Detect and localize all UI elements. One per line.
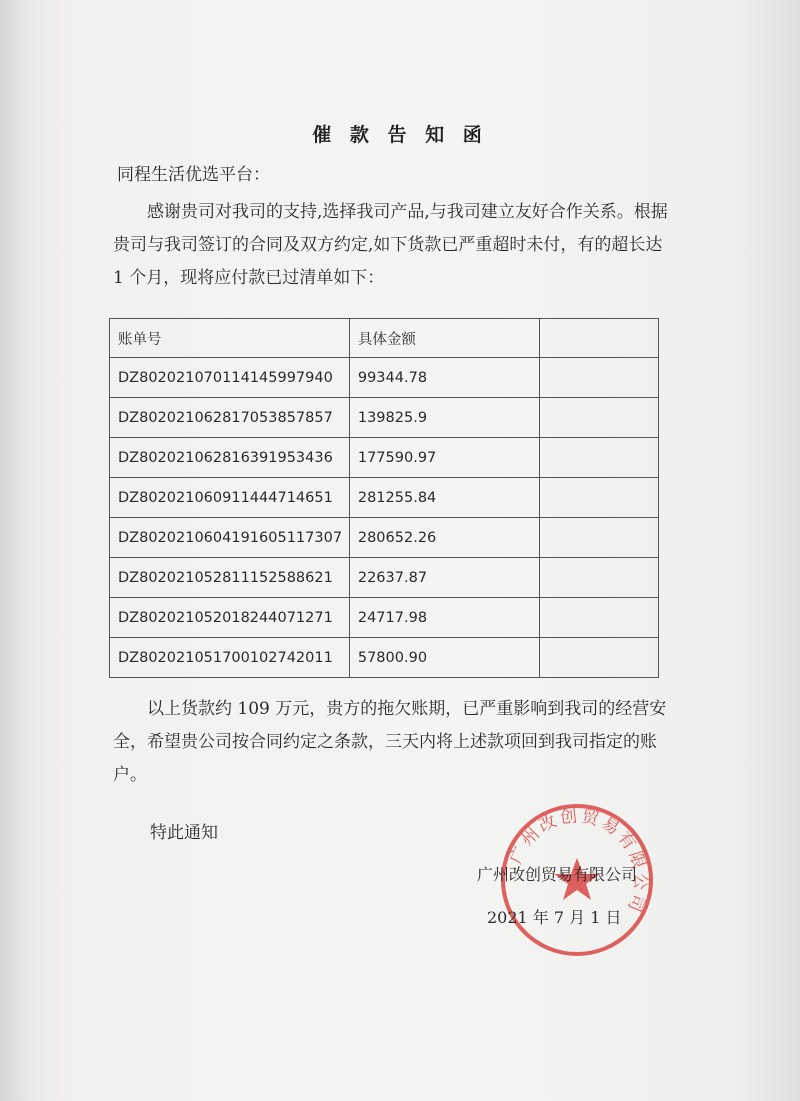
empty-cell: [539, 558, 658, 598]
paragraph-intro: [113, 196, 673, 295]
table-row: [110, 598, 659, 638]
amount-cell: 177590.97: [349, 438, 539, 478]
paragraph-summary-text: 以上货款约 109 万元，贵方的拖欠账期，已严重影响到我司的经营安全，希望贵公司按合同约定之条款，三天内将上述款项回到我司指定的账户。: [113, 699, 667, 785]
table-row: [110, 558, 659, 598]
paragraph-intro-text: 感谢贵司对我司的支持,选择我司产品,与我司建立友好合作关系。根据贵司与我司签订的合同及双方约定,如下货款已严重超时未付，有的超长达 1 个月，现将应付款已过清单如下：: [113, 202, 668, 288]
amount-cell: 280652.26: [349, 518, 539, 558]
paragraph-summary: [113, 693, 673, 792]
bill-number-cell: DZ802021062817053857857: [110, 398, 350, 438]
header-bill-number: 账单号: [110, 319, 350, 358]
empty-cell: [539, 518, 658, 558]
bill-number-cell: DZ802021051700102742011: [110, 638, 350, 678]
notice-text: 特此通知: [150, 823, 218, 843]
empty-cell: [539, 358, 658, 398]
document-title: 催 款 告 知 函: [312, 124, 488, 146]
bill-number-cell: DZ802021060419160511730​7: [110, 518, 350, 558]
amount-cell: 99344.78: [349, 358, 539, 398]
empty-cell: [539, 398, 658, 438]
header-empty: [539, 319, 658, 358]
company-name: 广州改创贸易有限公司: [477, 865, 638, 884]
table-row: [110, 518, 659, 558]
empty-cell: [539, 598, 658, 638]
amount-cell: 281255.84: [349, 478, 539, 518]
empty-cell: [539, 478, 658, 518]
empty-cell: [539, 638, 658, 678]
bill-number-cell: DZ802021060911444714651: [110, 478, 350, 518]
amount-cell: 22637.87: [349, 558, 539, 598]
table-row: [110, 398, 659, 438]
seal-text-path: 广州改创贸易有限公司: [506, 806, 651, 918]
bill-number-cell: DZ802021052811152588621: [110, 558, 350, 598]
bill-number-cell: DZ802021062816391953436: [110, 438, 350, 478]
empty-cell: [539, 438, 658, 478]
document-date: 2021 年 7 月 1 日: [487, 908, 622, 927]
addressee: 同程生活优选平台：: [117, 165, 270, 185]
table-row: [110, 478, 659, 518]
bill-table: [109, 318, 659, 678]
header-amount: 具体金额: [349, 319, 539, 358]
amount-cell: 24717.98: [349, 598, 539, 638]
bill-number-cell: DZ802021070114145997940: [110, 358, 350, 398]
amount-cell: 57800.90: [349, 638, 539, 678]
bill-number-cell: DZ802021052018244071271: [110, 598, 350, 638]
table-row: [110, 438, 659, 478]
table-row: [110, 358, 659, 398]
amount-cell: 139825.9: [349, 398, 539, 438]
table-header-row: [110, 319, 659, 358]
table-row: [110, 638, 659, 678]
